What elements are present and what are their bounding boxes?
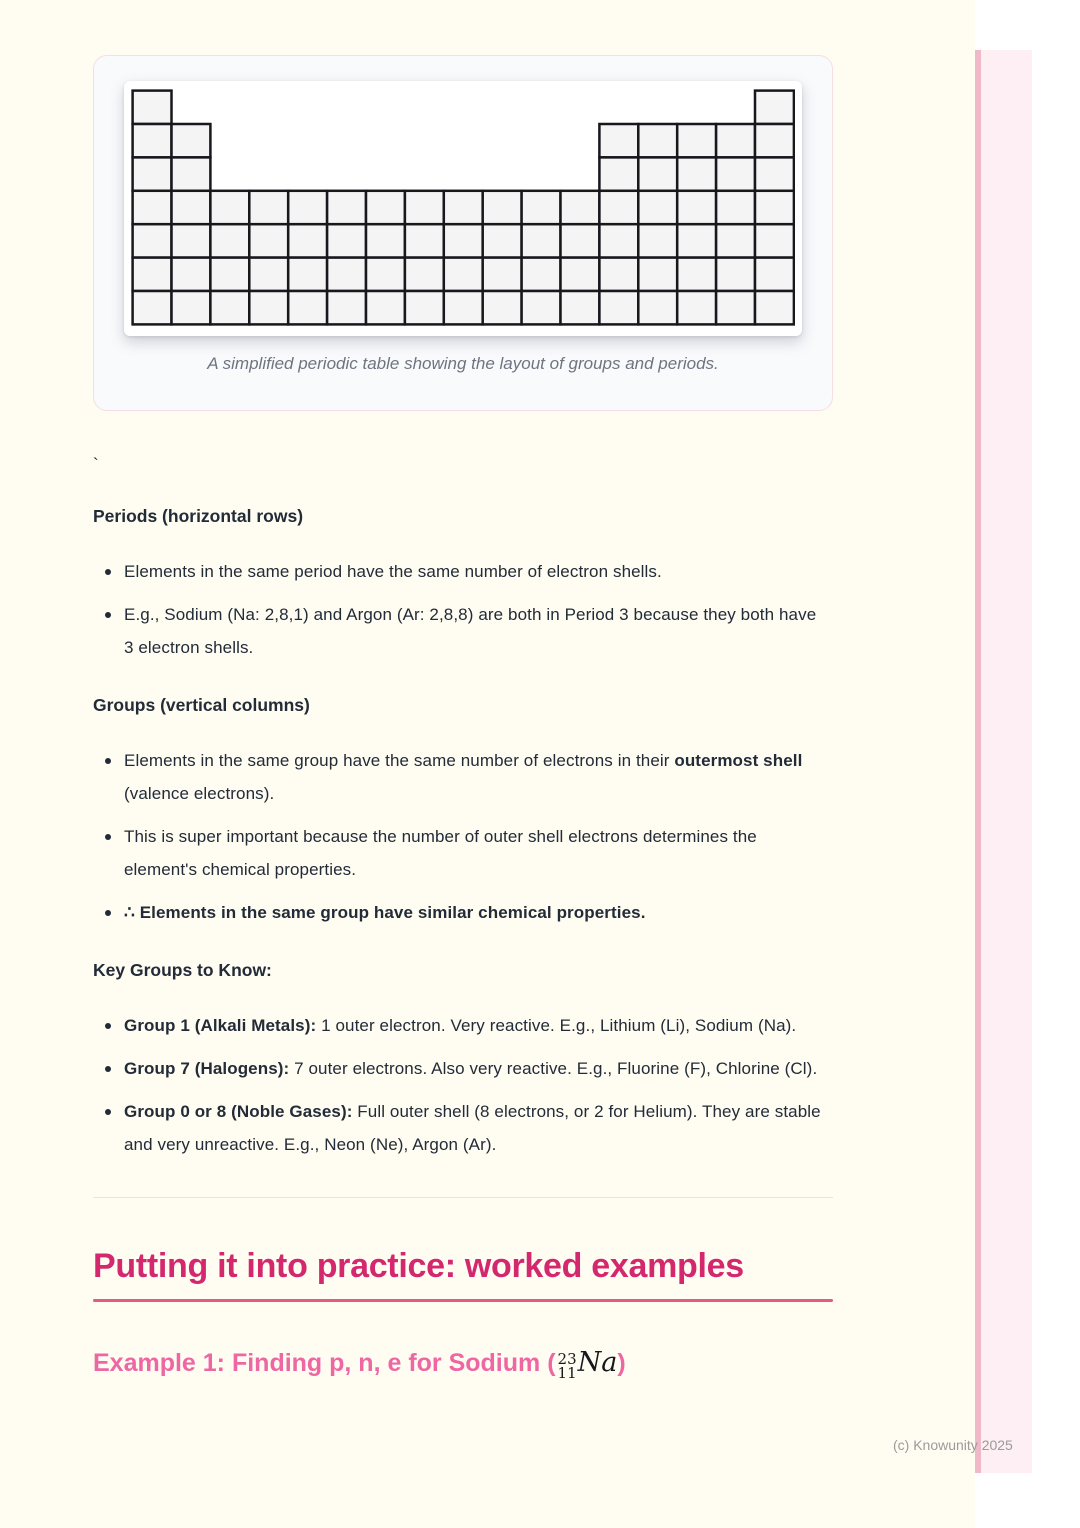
bullet-item <box>93 555 829 588</box>
bullet-list <box>93 1009 833 1161</box>
bullet-text-bold: Group 7 (Halogens): <box>124 1059 290 1078</box>
isotope-atomic-number: 11 <box>557 1364 577 1382</box>
notes-page-content <box>93 0 833 1380</box>
section-divider <box>93 1197 833 1198</box>
heading-underline <box>93 1299 833 1302</box>
periodic-table-sketch <box>131 89 795 328</box>
figure-caption: A simplified periodic table showing the layout of groups and periods. <box>207 354 719 373</box>
bullet-item <box>93 820 829 886</box>
isotope-mass-number: 23 <box>557 1350 577 1368</box>
bullet-text: 7 outer electrons. Also very reactive. E.g., Fluorine (F), Chlorine (Cl). <box>289 1059 818 1078</box>
bullet-item <box>93 896 829 929</box>
notes-section <box>93 692 833 929</box>
worked-examples-heading: Putting it into practice: worked examples <box>93 1247 744 1285</box>
bullet-list <box>93 555 833 664</box>
isotope-open-paren: ( <box>547 1349 556 1377</box>
bullet-text: E.g., Sodium (Na: 2,8,1) and Argon (Ar: 2,8,8) are both in Period 3 because they both have 3 electron shells. <box>124 605 817 657</box>
bullet-item <box>93 744 829 810</box>
bullet-text-bold: ∴ Elements in the same group have similar chemical properties. <box>124 903 646 922</box>
bullet-item <box>93 598 829 664</box>
bullet-text: (valence electrons). <box>124 784 275 803</box>
bullet-text-bold: outermost shell <box>674 751 803 770</box>
isotope-numbers <box>558 1352 577 1380</box>
bullet-list <box>93 744 833 929</box>
bullet-text: 1 outer electron. Very reactive. E.g., Lithium (Li), Sodium (Na). <box>316 1016 797 1035</box>
example1-heading <box>93 1346 833 1380</box>
stray-backtick: ` <box>93 455 99 474</box>
bullet-item <box>93 1095 829 1161</box>
section-heading: Periods (horizontal rows) <box>93 506 304 526</box>
binding-strip <box>975 50 1032 1473</box>
bullet-text: Elements in the same group have the same number of electrons in their <box>124 751 675 770</box>
bullet-text-bold: Group 0 or 8 (Noble Gases): <box>124 1102 353 1121</box>
notes-sections <box>93 503 833 1161</box>
section-heading: Key Groups to Know: <box>93 960 272 980</box>
notes-section <box>93 957 833 1161</box>
copyright-note: (c) Knowunity 2025 <box>893 1437 1013 1453</box>
bullet-text: This is super important because the number of outer shell electrons determines the element's chemical properties. <box>124 827 757 879</box>
periodic-table-card <box>93 55 833 411</box>
isotope-symbol: Na <box>577 1347 618 1378</box>
periodic-table-panel <box>124 81 802 336</box>
bullet-text: Elements in the same period have the same number of electron shells. <box>124 562 662 581</box>
section-heading: Groups (vertical columns) <box>93 695 310 715</box>
example1-heading-text: Example 1: Finding p, n, e for Sodium <box>93 1349 548 1377</box>
notes-section <box>93 503 833 664</box>
bullet-item <box>93 1052 829 1085</box>
bullet-item <box>93 1009 829 1042</box>
bullet-text-bold: Group 1 (Alkali Metals): <box>124 1016 317 1035</box>
isotope-close-paren: ) <box>617 1349 626 1377</box>
bullet-text: Full outer shell (8 electrons, or 2 for Helium). They are stable and very unreactive. E.g., Neon (Ne), Argon (Ar). <box>124 1102 821 1154</box>
page-right-margin <box>975 0 1080 1528</box>
